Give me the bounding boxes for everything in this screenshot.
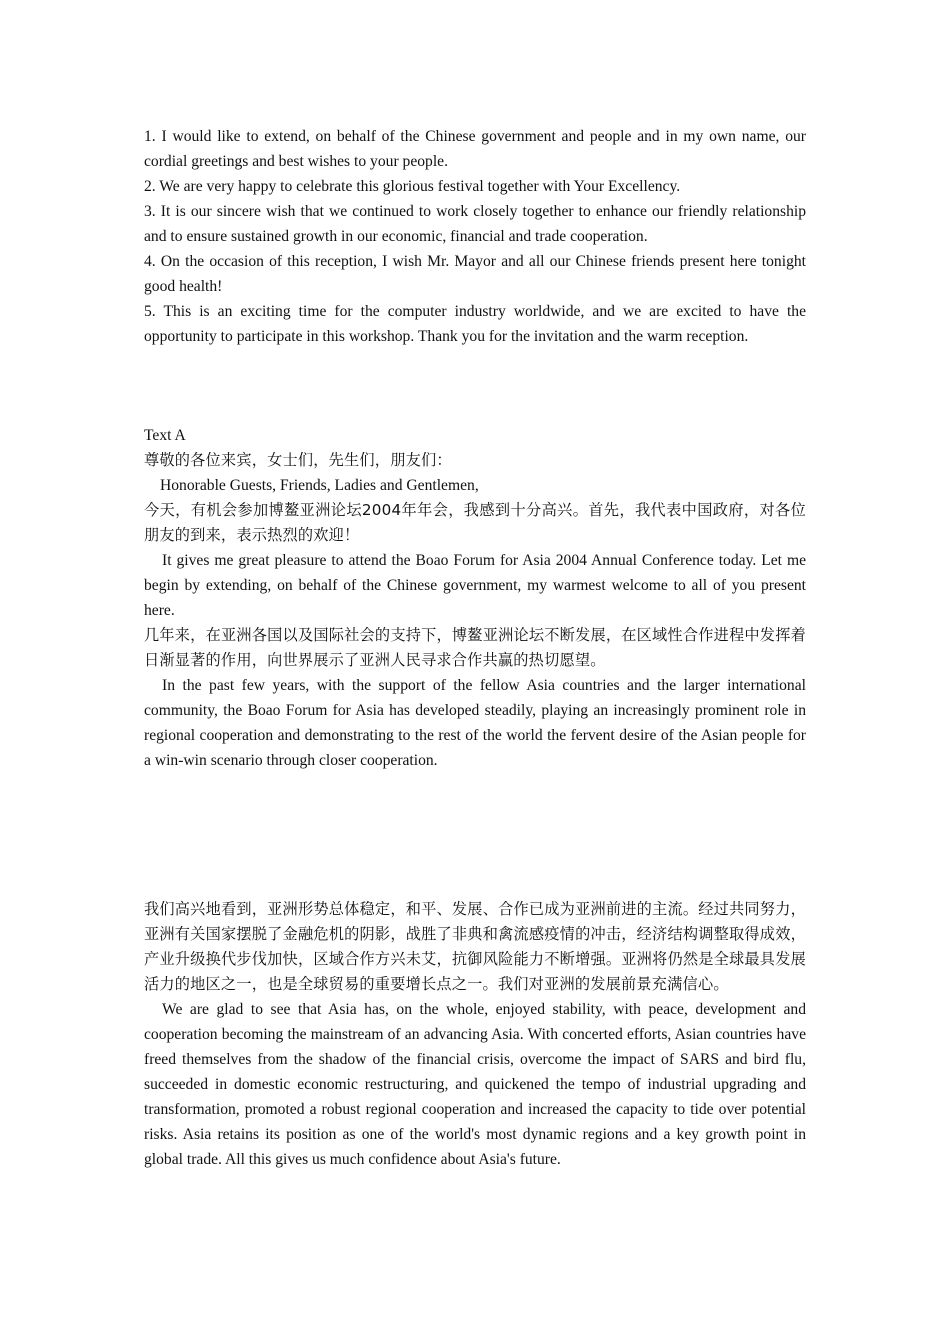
document-page xyxy=(144,124,806,1172)
spacer xyxy=(144,773,806,897)
sentence-2: 2. We are very happy to celebrate this glorious festival together with Your Excellency. xyxy=(144,178,681,195)
paragraph-2-english: In the past few years, with the support of the fellow Asia countries and the larger international community, the Boao Forum for Asia has developed steadily, playing an increasingly prominent role in regional cooperation and demonstrating to the rest of the world the fervent desire of the Asian people for a win-win scenario through closer cooperation. xyxy=(144,677,806,769)
salutation-english: Honorable Guests, Friends, Ladies and Gentlemen, xyxy=(160,477,479,494)
section-heading: Text A xyxy=(144,427,186,444)
sentence-3: 3. It is our sincere wish that we continued to work closely together to enhance our friendly relationship and to ensure sustained growth in our economic, financial and trade cooperation. xyxy=(144,203,806,245)
paragraph-2-chinese: 几年来，在亚洲各国以及国际社会的支持下，博鳌亚洲论坛不断发展，在区域性合作进程中发挥着日渐显著的作用，向世界展示了亚洲人民寻求合作共赢的热切愿望。 xyxy=(144,626,806,669)
paragraph-1-chinese: 今天，有机会参加博鳌亚洲论坛2004年年会，我感到十分高兴。首先，我代表中国政府，对各位朋友的到来，表示热烈的欢迎！ xyxy=(144,501,806,544)
spacer xyxy=(144,349,806,423)
sentence-1: 1. I would like to extend, on behalf of the Chinese government and people and in my own name, our cordial greetings and best wishes to your people. xyxy=(144,128,806,170)
paragraph-3-chinese: 我们高兴地看到，亚洲形势总体稳定，和平、发展、合作已成为亚洲前进的主流。经过共同努力，亚洲有关国家摆脱了金融危机的阴影，战胜了非典和禽流感疫情的冲击，经济结构调整取得成效，产业升级换代步伐加快，区域合作方兴未艾，抗御风险能力不断增强。亚洲将仍然是全球最具发展活力的地区之一，也是全球贸易的重要增长点之一。我们对亚洲的发展前景充满信心。 xyxy=(144,900,806,993)
salutation-chinese: 尊敬的各位来宾，女士们，先生们，朋友们： xyxy=(144,451,452,469)
sentence-5: 5. This is an exciting time for the computer industry worldwide, and we are excited to have the opportunity to participate in this workshop. Thank you for the invitation and the warm reception. xyxy=(144,303,806,345)
paragraph-1-english: It gives me great pleasure to attend the Boao Forum for Asia 2004 Annual Conference today. Let me begin by extending, on behalf of the Chinese government, my warmest welcome to all of you present here. xyxy=(144,552,806,619)
text-a-section xyxy=(144,423,806,1172)
paragraph-3-english: We are glad to see that Asia has, on the whole, enjoyed stability, with peace, development and cooperation becoming the mainstream of an advancing Asia. With concerted efforts, Asian countries have freed themselves from the shadow of the financial crisis, overcome the impact of SARS and bird flu, succeeded in domestic economic restructuring, and quickened the tempo of industrial upgrading and transformation, promoted a robust regional cooperation and increased the capacity to tide over potential risks. Asia retains its position as one of the world's most dynamic regions and a key growth point in global trade. All this gives us much confidence about Asia's future. xyxy=(144,1001,806,1168)
numbered-sentences xyxy=(144,124,806,349)
sentence-4: 4. On the occasion of this reception, I wish Mr. Mayor and all our Chinese friends present here tonight good health! xyxy=(144,253,806,295)
